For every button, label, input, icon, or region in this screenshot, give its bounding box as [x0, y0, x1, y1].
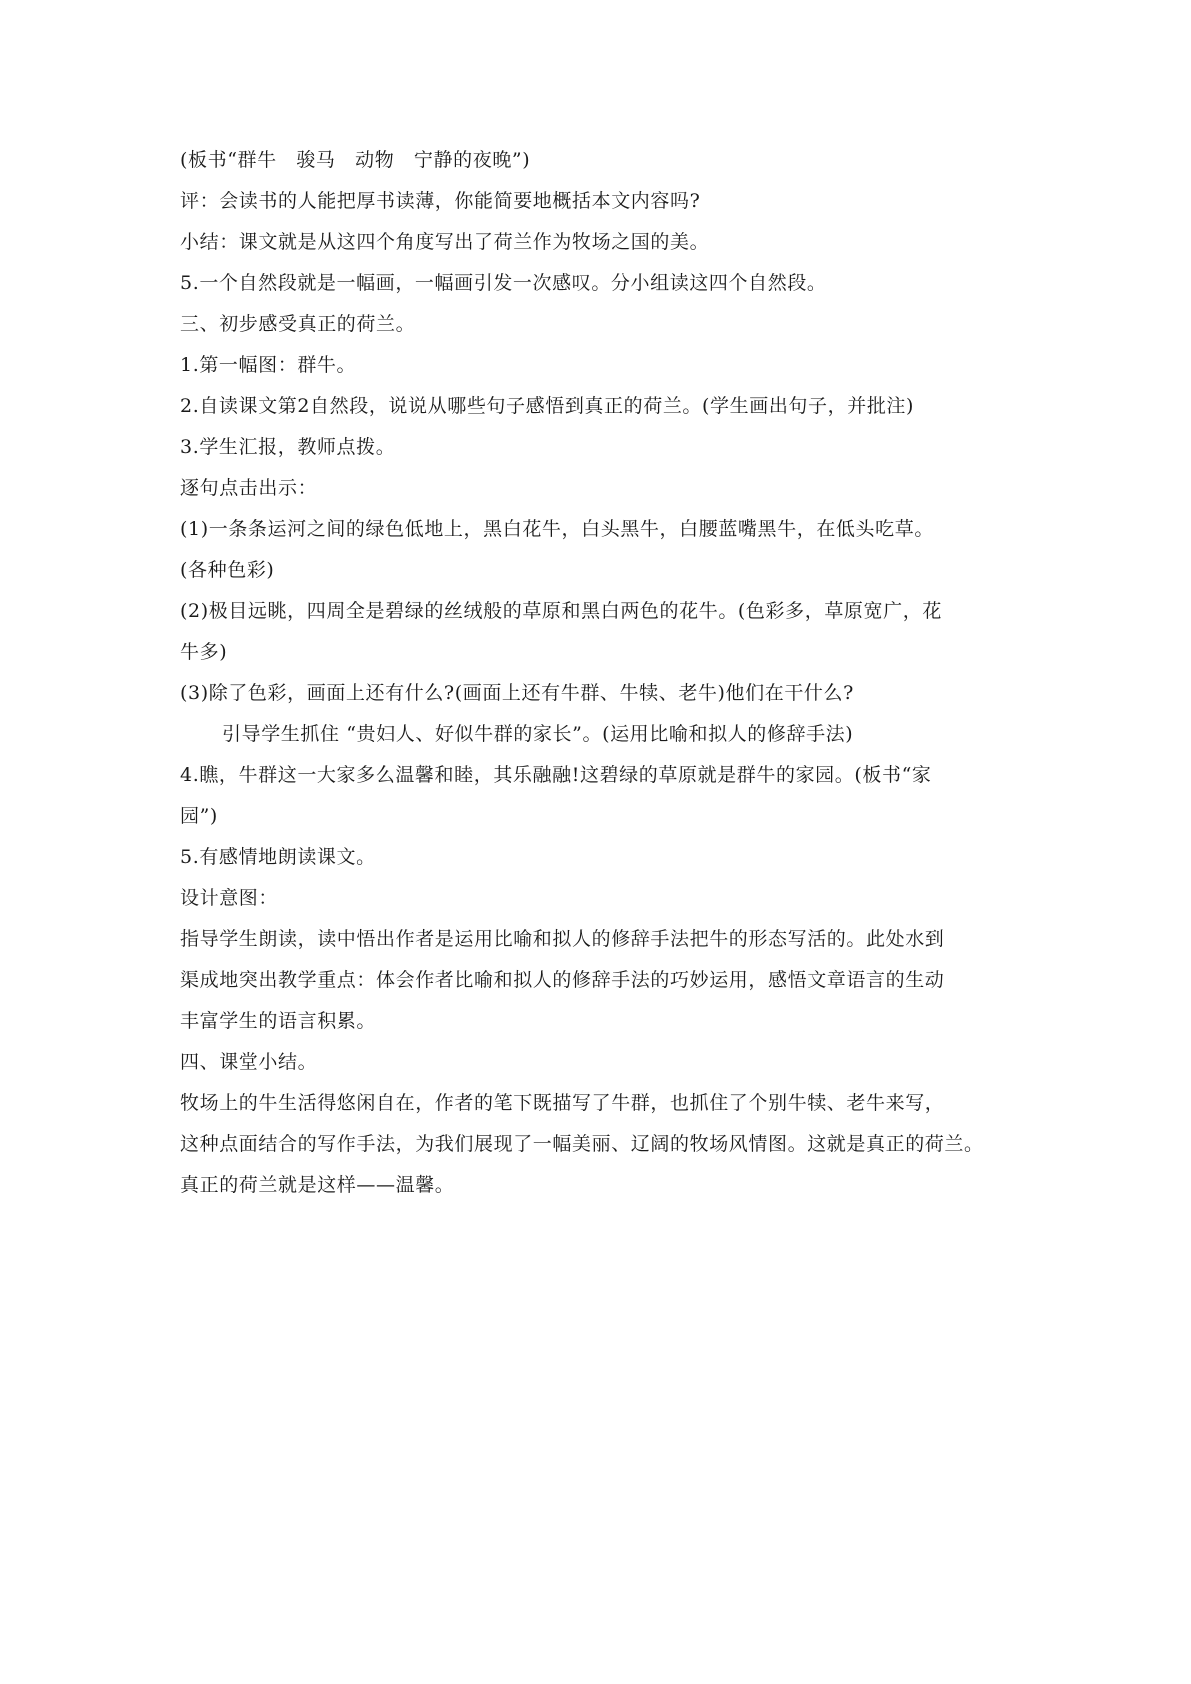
sentence-2-line: (2)极目远眺，四周全是碧绿的丝绒般的草原和黑白两色的花牛。(色彩多，草原宽广，花: [180, 600, 942, 622]
step-4-continuation: 园”): [180, 805, 218, 827]
sentence-1-note: (各种色彩): [180, 559, 275, 581]
design-intent-label: 设计意图：: [180, 887, 279, 909]
step-5b-line: 5.有感情地朗读课文。: [180, 846, 376, 868]
guidance-line: 引导学生抓住 “贵妇人、好似牛群的家长”。(运用比喻和拟人的修辞手法): [222, 723, 854, 745]
conclusion-line-2: 这种点面结合的写作手法，为我们展现了一幅美丽、辽阔的牧场风情图。这就是真正的荷兰。: [180, 1133, 984, 1155]
sentence-3-line: (3)除了色彩，画面上还有什么?(画面上还有牛群、牛犊、老牛)他们在干什么?: [180, 682, 854, 704]
step-1-line: 1.第一幅图：群牛。: [180, 354, 357, 376]
section-3-heading: 三、初步感受真正的荷兰。: [180, 313, 416, 335]
design-intent-line-3: 丰富学生的语言积累。: [180, 1010, 377, 1032]
sentence-1-line: (1)一条条运河之间的绿色低地上，黑白花牛，白头黑牛，白腰蓝嘴黑牛，在低头吃草。: [180, 518, 934, 540]
step-2-line: 2.自读课文第2自然段，说说从哪些句子感悟到真正的荷兰。(学生画出句子，并批注): [180, 395, 915, 417]
comment-line: 评：会读书的人能把厚书读薄，你能简要地概括本文内容吗?: [180, 190, 701, 212]
step-5-line: 5.一个自然段就是一幅画，一幅画引发一次感叹。分小组读这四个自然段。: [180, 272, 827, 294]
section-4-heading: 四、课堂小结。: [180, 1051, 318, 1073]
board-note-line: (板书“群牛 骏马 动物 宁静的夜晚”): [180, 149, 531, 171]
sentence-display-label: 逐句点击出示：: [180, 477, 318, 499]
design-intent-line-1: 指导学生朗读，读中悟出作者是运用比喻和拟人的修辞手法把牛的形态写活的。此处水到: [180, 928, 945, 950]
sentence-2-continuation: 牛多): [180, 641, 228, 663]
summary-line: 小结：课文就是从这四个角度写出了荷兰作为牧场之国的美。: [180, 231, 710, 253]
design-intent-line-2: 渠成地突出教学重点：体会作者比喻和拟人的修辞手法的巧妙运用，感悟文章语言的生动: [180, 969, 945, 991]
step-3-line: 3.学生汇报，教师点拨。: [180, 436, 396, 458]
conclusion-line-3: 真正的荷兰就是这样——温馨。: [180, 1174, 455, 1196]
conclusion-line-1: 牧场上的牛生活得悠闲自在，作者的笔下既描写了牛群，也抓住了个别牛犊、老牛来写，: [180, 1092, 945, 1114]
step-4-line: 4.瞧，牛群这一大家多么温馨和睦，其乐融融!这碧绿的草原就是群牛的家园。(板书“家: [180, 764, 932, 786]
